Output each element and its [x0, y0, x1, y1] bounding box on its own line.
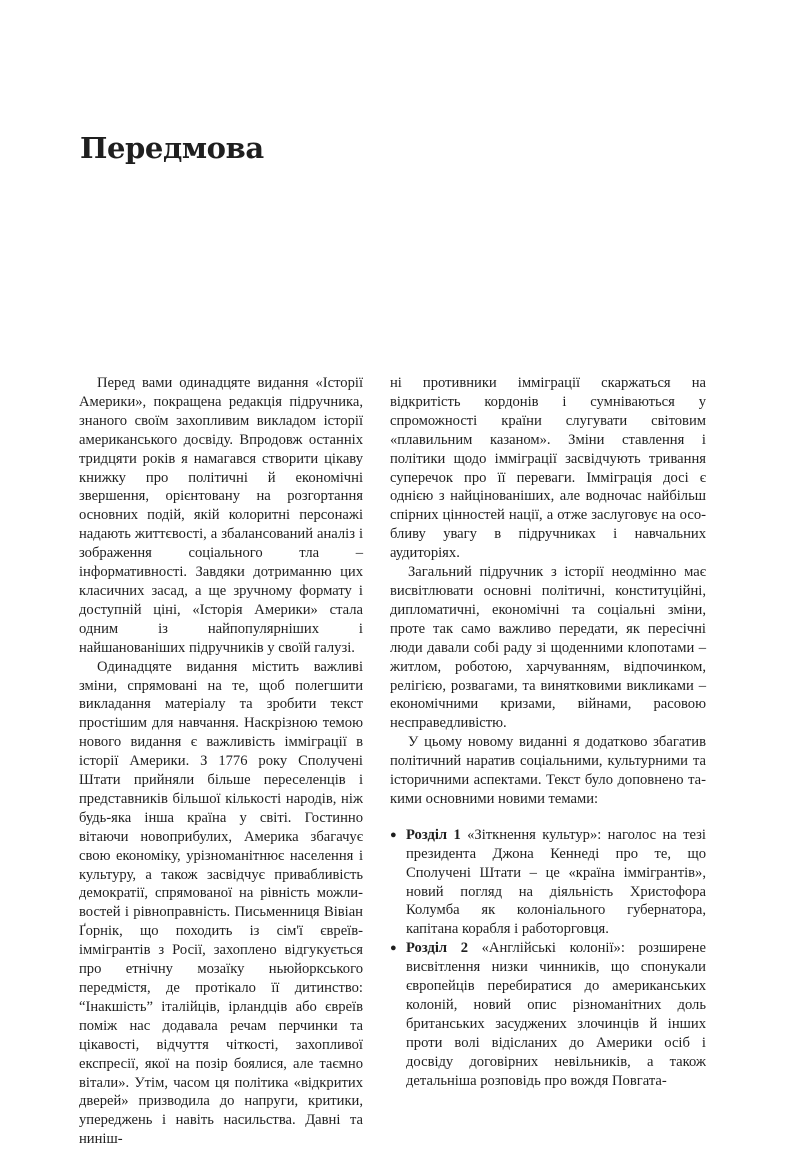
paragraph-intro: Перед вами одинадцяте видання «Історії Америки», покращена редакція підручника, знаного своїм захопливим викладом історії американського досвіду. Впродовж останніх тридцяти років я намагався створити цікаву книжку про політичні й економічні звершення, орієнтовану на розгортання основних подій, якій колоритні персонажі надають життєвості, а збалансований аналіз і зображення соціального тла – інформативності. Завдяки дотриманню цих класичних засад, а ще зручному формату і доступній ціні, «Історія Америки» стала одним із найпопулярніших і найшанованіших підручників у своїй галузі.	[79, 375, 363, 656]
list-item	[390, 826, 706, 939]
paragraph-new-edition: У цьому новому виданні я додатково збагатив політичний наратив соціальними, культурними та історичними аспектами. Текст було доповнено такими основними новими темами:	[390, 734, 706, 807]
right-column	[390, 374, 706, 1091]
left-column	[79, 374, 363, 1149]
chapter-description: «Зіткнення культур»: наголос на тезі президента Джона Кеннеді про те, що Сполучені Штати – це «країна іммігрантів», новий погляд на діяльність Христофора Колумба як колоніального губернатора, капітана корабля і работорговця.	[406, 826, 706, 938]
paragraph-general-textbook: Загальний підручник з історії неодмінно має висвітлювати основні політичні, конституційні, дипломатичні, економічні та соціальні зміни, проте так само важливо передати, як пересічні люди давали собі раду зі щоденними клопотами – житлом, роботою, харчуванням, відпочинком, релігією, розвагами, та винятковими викликами – економічними кризами, війнами, расовою несправедливістю.	[390, 564, 706, 732]
spacer	[390, 809, 706, 826]
paragraph-immigration-continued: ні противники імміграції скаржаться на відкритість кордонів і сумніваються у спроможності країни слугувати світовим «плавильним казаном». Зміни ставлення і політики щодо імміграції засвідчують тривання суперечок про її переваги. Імміграція досі є однією з найцінованіших, але водночас найбільш спірних цінностей нації, а отже заслуговує на особливу увагу в підручниках і навчальних аудиторіях.	[390, 375, 706, 562]
chapter-description: «Англійські колонії»: розширене висвітлення низки чинників, що спонукали європейців перебиратися до американських колоній, новий опис різноманітних доль британських засуджених злочинців й інших проти волі відісланих до Америки осіб і досвіду договірних невільників, а також детальніша розповідь про вождя Повгата-	[406, 940, 706, 1089]
chapter-label: Розділ 1	[406, 826, 461, 843]
list-item	[390, 939, 706, 1090]
chapter-label: Розділ 2	[406, 940, 468, 957]
paragraph-eleventh-edition: Одинадцяте видання містить важливі зміни, спрямовані на те, щоб полегшити викладання матеріалу та зробити текст простішим для навчання. Наскрізною темою нового видання є важливість імміграції в історії Америки. З 1776 року Сполучені Штати прийняли більше переселенців і представників більшої кількості народів, ніж будь-яка інша країна у світі. Гостинно вітаючи новоприбулих, Америка збагачує свою економіку, урізноманітнює населення і культуру, а також засвідчує привабливість демократії, спрямованої на рівність можливостей і рівноправність. Письменниця Вівіан Ґорнік, що походить із сім'ї євреїв-іммігрантів з Росії, захоплено відгукується про етнічну мозаїку ньюйоркського передмістя, де протікало її дитинство: “Інакшість” італійців, ірландців або євреїв поміж нас додавала речам перчинки та цікавості, відчуття чіткості, захопливої експресії, якої на позір боялися, але таємно вітали». Утім, часом ця політика «відкритих дверей» призводила до напруги, критики, упереджень і навіть насильства. Давні та ниніш-	[79, 658, 363, 1148]
page-title: Передмова	[80, 131, 264, 165]
chapter-list	[390, 826, 706, 1091]
